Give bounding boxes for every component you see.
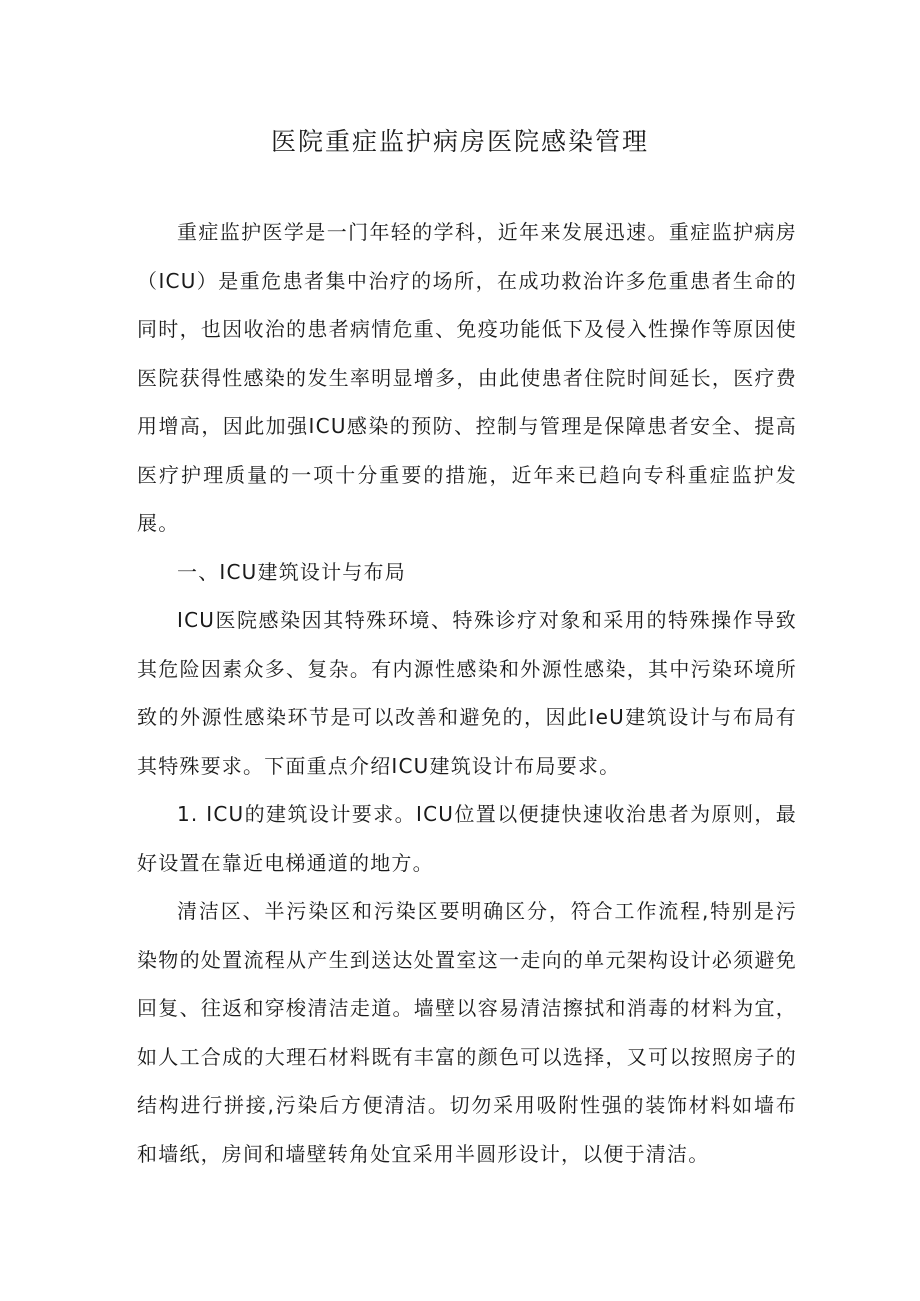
paragraph-design-requirements: 1. ICU的建筑设计要求。ICU位置以便捷快速收治患者为原则，最好设置在靠近电梯通道的地方。 [137, 802, 797, 875]
paragraph-zoning-materials: 清洁区、半污染区和污染区要明确区分，符合工作流程,特别是污染物的处置流程从产生到送达处置室这一走向的单元架构设计必须避免回复、往返和穿梭清洁走道。墙壁以容易清洁擦拭和消毒的材料为宜，如人工合成的大理石材料既有丰富的颜色可以选择，又可以按照房子的结构进行拼接,污染后方便清洁。切勿采用吸附性强的装饰材料如墙布和墙纸，房间和墙壁转角处宜采用半圆形设计，以便于清洁。 [137, 899, 797, 1166]
paragraph-intro: 重症监护医学是一门年轻的学科，近年来发展迅速。重症监护病房（ICU）是重危患者集中治疗的场所，在成功救治许多危重患者生命的同时，也因收治的患者病情危重、免疫功能低下及侵入性操作等原因使医院获得性感染的发生率明显增多，由此使患者住院时间延长，医疗费用增高，因此加强ICU感染的预防、控制与管理是保障患者安全、提高医疗护理质量的一项十分重要的措施，近年来已趋向专科重症监护发展。 [137, 220, 797, 535]
document-title: 医院重症监护病房医院感染管理 [270, 127, 649, 156]
document-body [137, 208, 797, 1178]
section-heading-icu-design: 一、ICU建筑设计与布局 [177, 559, 406, 584]
paragraph-infection-factors: ICU医院感染因其特殊环境、特殊诊疗对象和采用的特殊操作导致其危险因素众多、复杂。有内源性感染和外源性感染，其中污染环境所致的外源性感染环节是可以改善和避免的，因此IeU建筑设计与布局有其特殊要求。下面重点介绍ICU建筑设计布局要求。 [137, 608, 797, 778]
